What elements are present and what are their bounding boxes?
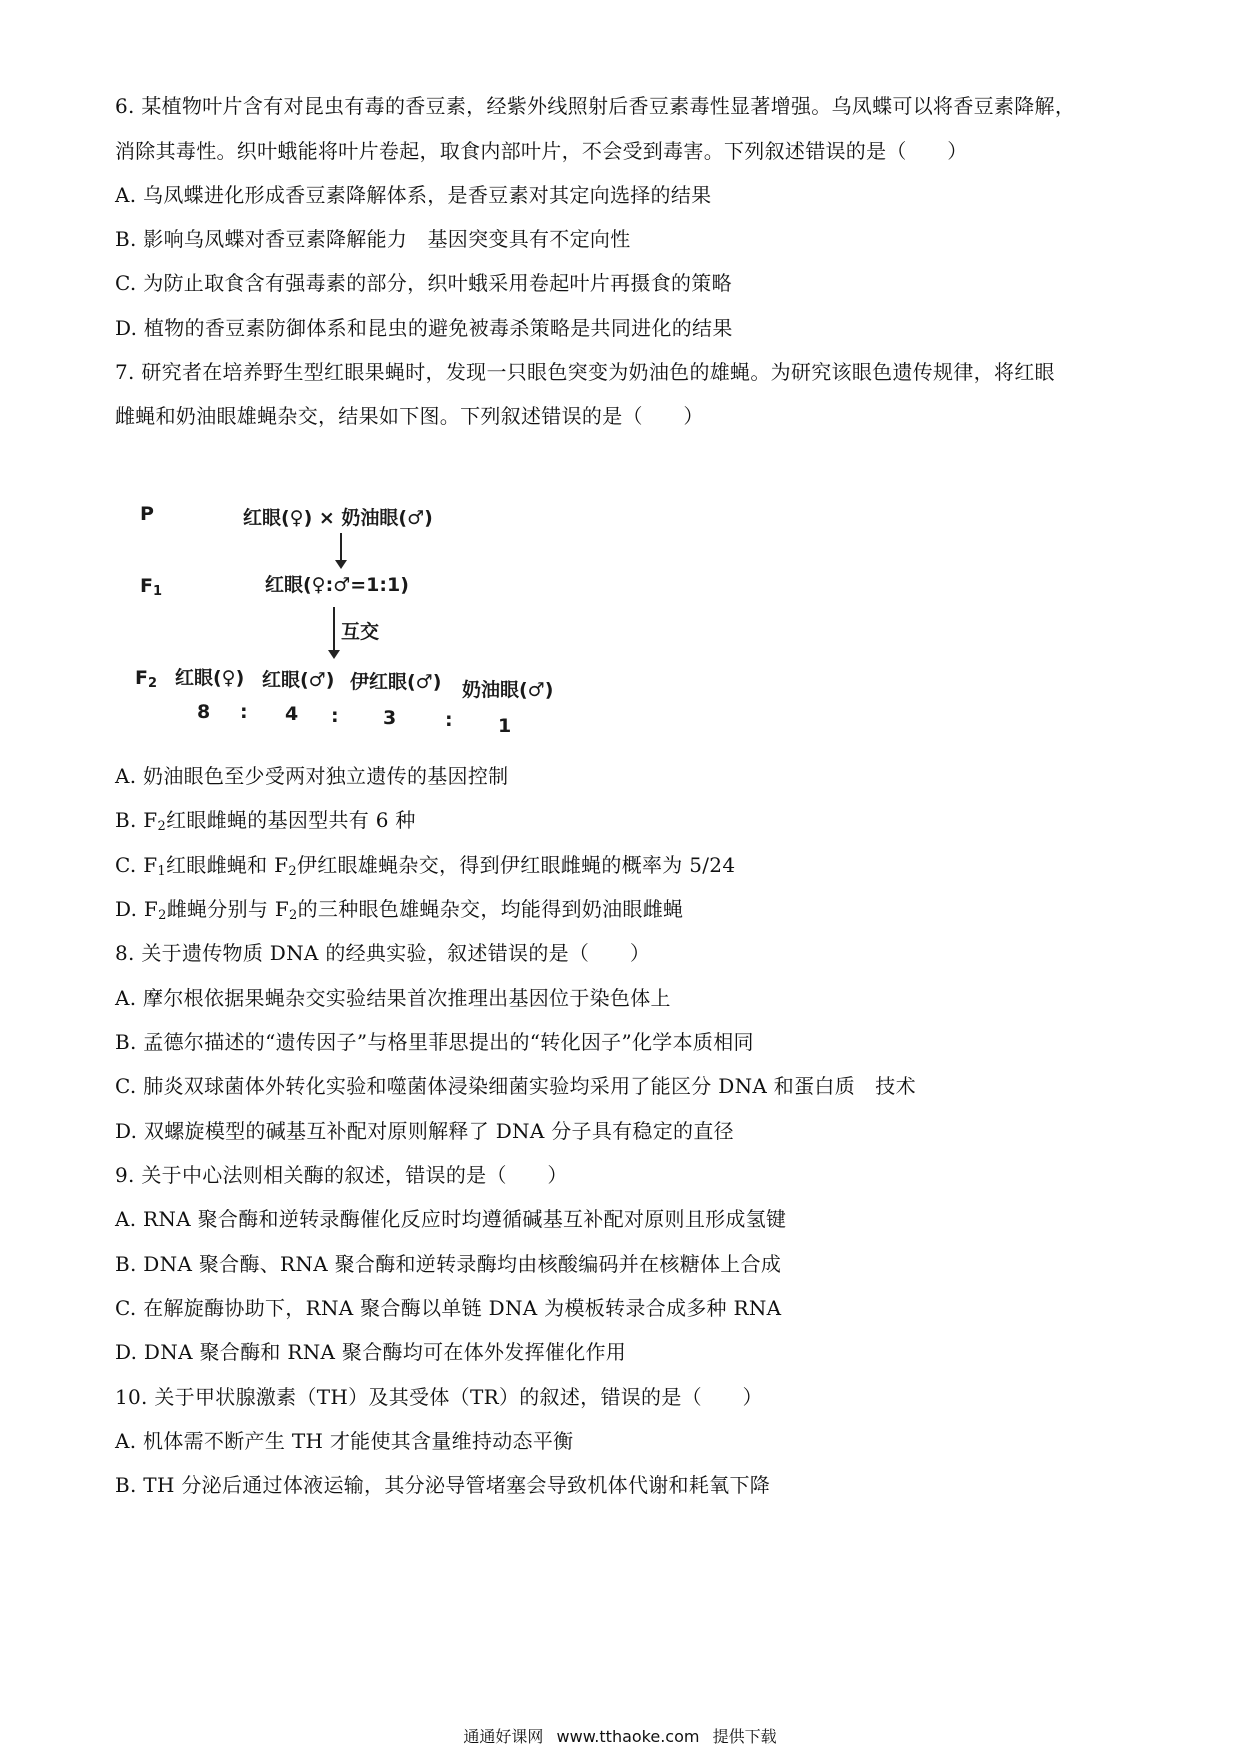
q7-option-d: D. $F_2$雌蝇分别与 $F_2$的三种眼色雄蝇杂交，均能得到奶油眼雌蝇 — [115, 897, 684, 923]
f2-red-female: 红眼(♀) — [175, 667, 245, 689]
q9-option-c: C. 在解旋酶协助下，RNA 聚合酶以单链 DNA 为模板转录合成多种 RNA — [115, 1296, 782, 1320]
q10-stem: 10. 关于甲状腺激素（TH）及其受体（TR）的叙述，错误的是（ ） — [115, 1385, 763, 1409]
f2-cream-male: 奶油眼(♂) — [462, 679, 554, 701]
q7-stem-line1: 7. 研究者在培养野生型红眼果蝇时，发现一只眼色突变为奶油色的雄蝇。为研究该眼色遗传规律，将红眼 — [115, 360, 1055, 384]
q6-option-c: C. 为防止取食含有强毒素的部分，织叶蛾采用卷起叶片再摄食的策略 — [115, 271, 732, 295]
q9-stem: 9. 关于中心法则相关酶的叙述，错误的是（ ） — [115, 1163, 568, 1187]
f2-generation-label: $F_2$ — [135, 667, 158, 691]
q9-option-a: A. RNA 聚合酶和逆转录酶催化反应时均遵循碱基互补配对原则且形成氢键 — [115, 1207, 787, 1231]
q6-stem-line1: 6. 某植物叶片含有对昆虫有毒的香豆素，经紫外线照射后香豆素毒性显著增强。乌凤蝶可以将香豆素降解， — [115, 94, 1076, 118]
ratio-eosin-male: 3 — [383, 707, 397, 729]
q6-stem-line2: 消除其毒性。织叶蛾能将叶片卷起，取食内部叶片，不会受到毒害。下列叙述错误的是（ ） — [115, 139, 968, 163]
f1-generation-label: $F_1$ — [140, 575, 163, 599]
ratio-colon-2: : — [331, 705, 339, 727]
q8-option-d: D. 双螺旋模型的碱基互补配对原则解释了 DNA 分子具有稳定的直径 — [115, 1119, 734, 1143]
ratio-red-male: 4 — [285, 703, 299, 725]
q7-option-a: A. 奶油眼色至少受两对独立遗传的基因控制 — [115, 764, 509, 788]
q6-option-d: D. 植物的香豆素防御体系和昆虫的避免被毒杀策略是共同进化的结果 — [115, 316, 733, 340]
p-generation-label: P — [140, 503, 154, 525]
q10-option-b: B. TH 分泌后通过体液运输，其分泌导管堵塞会导致机体代谢和耗氧下降 — [115, 1473, 771, 1497]
q8-option-a: A. 摩尔根依据果蝇杂交实验结果首次推理出基因位于染色体上 — [115, 986, 671, 1010]
q8-option-b: B. 孟德尔描述的“遗传因子”与格里菲思提出的“转化因子”化学本质相同 — [115, 1030, 754, 1054]
q9-option-b: B. DNA 聚合酶、RNA 聚合酶和逆转录酶均由核酸编码并在核糖体上合成 — [115, 1252, 782, 1276]
genetic-cross-diagram — [135, 495, 595, 745]
q6-option-a: A. 乌凤蝶进化形成香豆素降解体系，是香豆素对其定向选择的结果 — [115, 183, 712, 207]
ratio-colon-3: : — [445, 709, 453, 731]
p-cross-text: 红眼(♀) × 奶油眼(♂) — [243, 507, 433, 529]
q9-option-d: D. DNA 聚合酶和 RNA 聚合酶均可在体外发挥催化作用 — [115, 1340, 627, 1364]
ratio-colon-1: : — [240, 701, 248, 723]
footer-url[interactable]: www.tthaoke.com — [556, 1727, 700, 1746]
f2-red-male: 红眼(♂) — [262, 669, 335, 691]
page-footer — [0, 1724, 1240, 1747]
arrow-p-to-f1 — [340, 533, 342, 567]
f2-eosin-male: 伊红眼(♂) — [350, 671, 442, 693]
q8-stem: 8. 关于遗传物质 DNA 的经典实验，叙述错误的是（ ） — [115, 941, 651, 965]
ratio-red-female: 8 — [197, 701, 211, 723]
footer-suffix: 提供下载 — [712, 1727, 777, 1746]
q8-option-c: C. 肺炎双球菌体外转化实验和噬菌体浸染细菌实验均采用了能区分 DNA 和蛋白质 技术 — [115, 1074, 916, 1098]
footer-site-name: 通通好课网 — [463, 1727, 544, 1746]
intercross-label: 互交 — [341, 621, 380, 643]
ratio-cream-male: 1 — [498, 715, 512, 737]
arrow-f1-to-f2 — [333, 607, 335, 657]
q6-option-b: B. 影响乌凤蝶对香豆素降解能力 基因突变具有不定向性 — [115, 227, 631, 251]
f1-phenotype: 红眼(♀:♂=1:1) — [265, 574, 409, 596]
q7-option-c: C. $F_1$红眼雌蝇和 $F_2$伊红眼雄蝇杂交，得到伊红眼雌蝇的概率为 5/24 — [115, 853, 736, 879]
q7-stem-line2: 雌蝇和奶油眼雄蝇杂交，结果如下图。下列叙述错误的是（ ） — [115, 404, 704, 428]
q10-option-a: A. 机体需不断产生 TH 才能使其含量维持动态平衡 — [115, 1429, 574, 1453]
q7-option-b: B. $F_2$红眼雌蝇的基因型共有 6 种 — [115, 808, 416, 834]
